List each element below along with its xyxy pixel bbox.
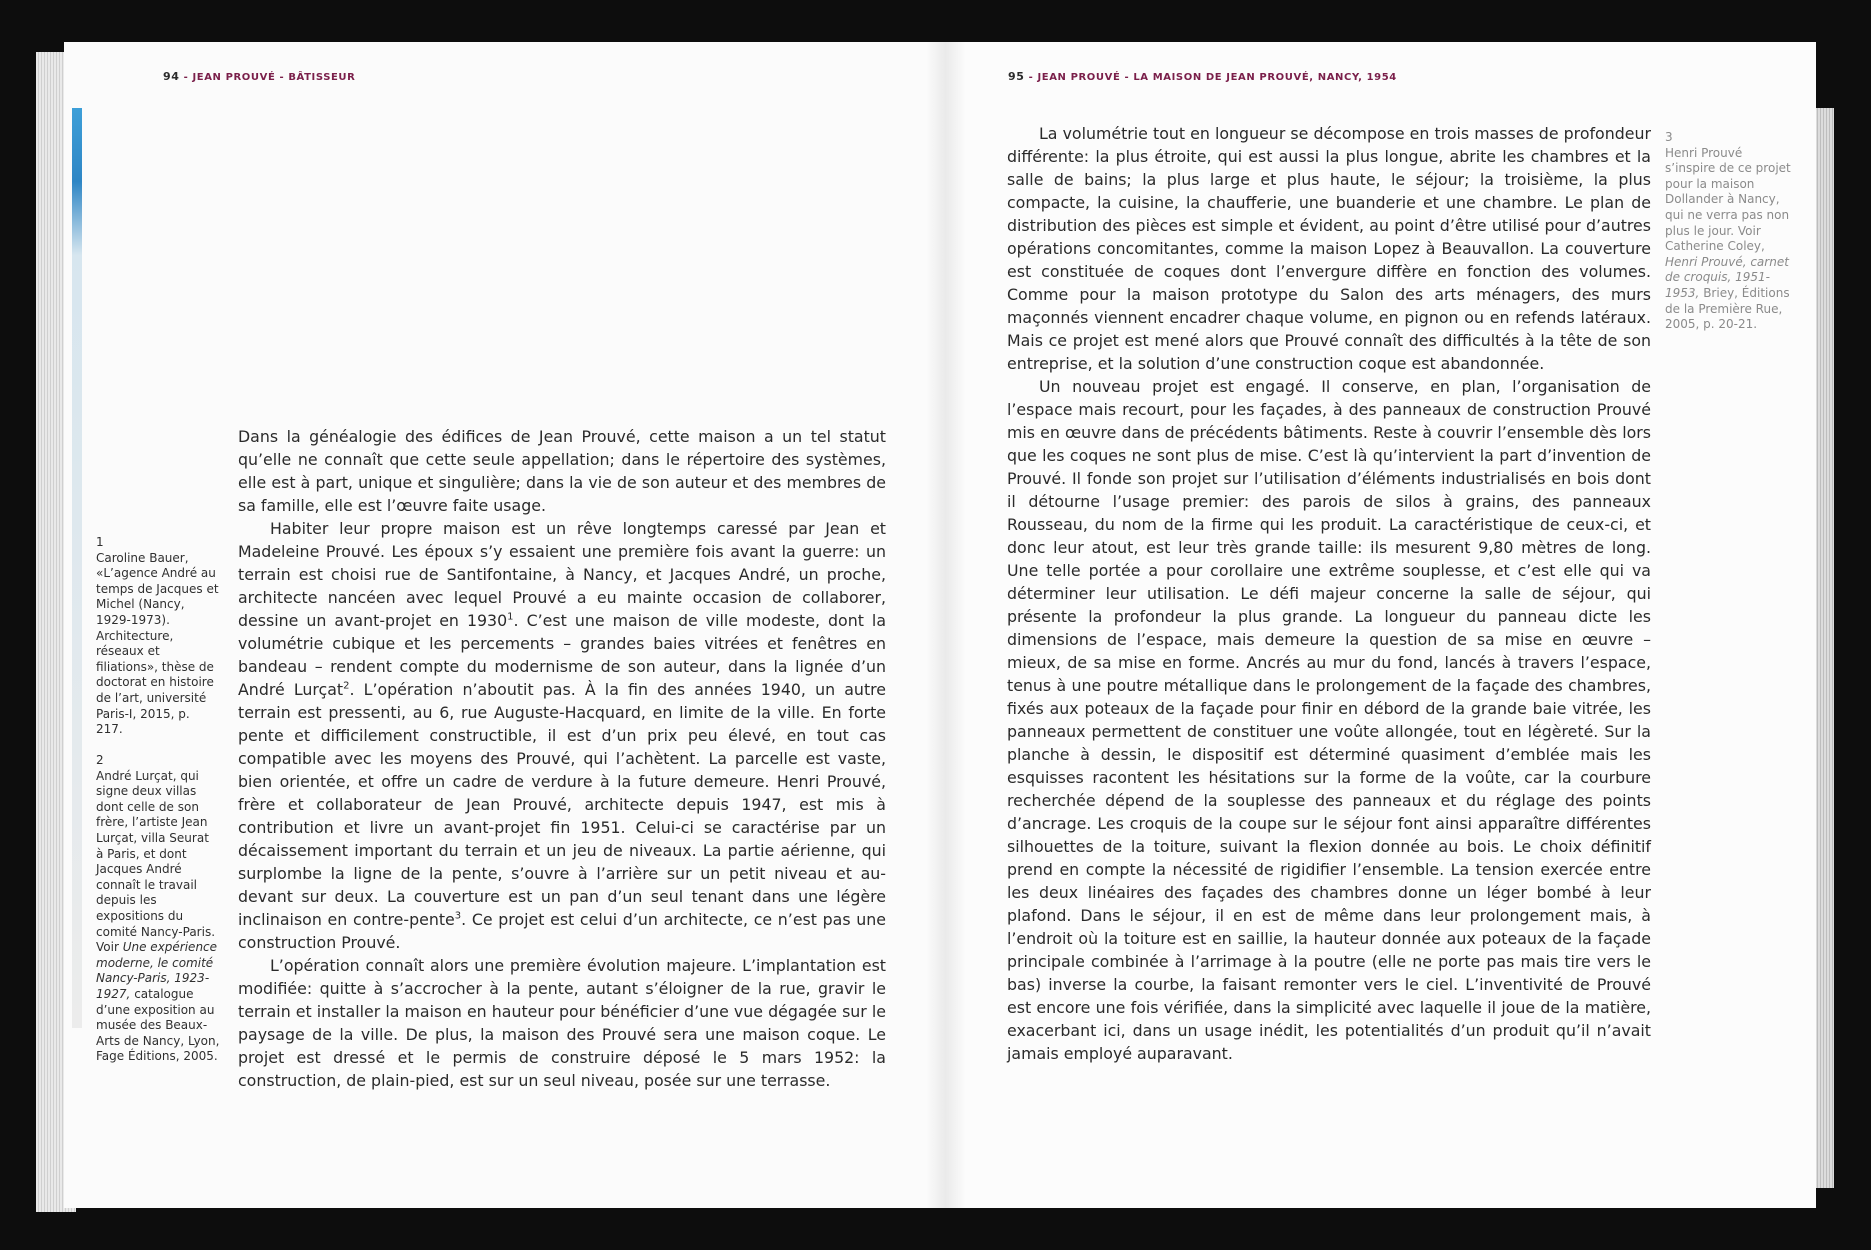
blue-image-bleed: [72, 108, 82, 1028]
note-text: Caroline Bauer, «L’agence André au temps de Jacques et Michel (Nancy, 1929-1973). Architecture, réseaux et filiations», thèse de doctorat en histoire de l’art, université Paris-I, 2015, p. 217.: [96, 550, 219, 737]
note-text: catalogue d’une exposition au musée des Beaux-Arts de Nancy, Lyon, Fage Éditions, 2005.: [96, 986, 220, 1064]
note-number: 2: [96, 753, 104, 767]
footnote-mark: 2: [343, 680, 350, 692]
margin-note-3: [1665, 130, 1795, 333]
paragraph: Un nouveau projet est engagé. Il conserve, en plan, l’organisation de l’espace mais recourt, pour les façades, à des panneaux de construction Prouvé mis en œuvre dans de précédents bâtiments. Reste à couvrir l’ensemble dès lors que les coques ne sont plus de mise. C’est là qu’intervient la part d’invention de Prouvé. Il fonde son projet sur l’utilisation d’éléments industrialisés en bois dont il détourne l’usage premier: des parois de silos à grains, des panneaux Rousseau, du nom de la firme qui les produit. La caractéristique de ceux-ci, et donc leur atout, est leur très grande taille: ils mesurent 9,80 mètres de long. Une telle portée a pour corollaire une extrême souplesse, et c’est elle qui va déterminer leur utilisation. Le défi majeur concerne la salle de séjour, qui présente la profondeur la plus grande. La longueur du panneau dicte les dimensions de l’espace, mais demeure la question de sa mise en œuvre – mieux, de sa mise en forme. Ancrés au mur du fond, lancés à travers l’espace, tenus à une poutre métallique dans le prolongement de la façade des chambres, fixés aux poteaux de la façade pour finir en débord de la grande baie vitrée, les panneaux permettent de constituer une voûte allongée, tout en légèreté. Sur la planche à dessin, le dispositif est déterminé quasiment d’emblée mais les esquisses racontent les hésitations sur la forme de la voûte, car la courbure recherchée dépend de la souplesse des panneaux et du réglage des points d’ancrage. Les croquis de la coupe sur le séjour font ainsi apparaître différentes silhouettes de la toiture, suivant la flexion donnée au bois. Le choix définitif prend en compte la nécessité de rigidifier l’ensemble. La tension exercée entre les deux linéaires des façades des chambres donne un léger bombé à leur plafond. Dans le séjour, il en est de même dans leur prolongement mais, à l’endroit où la toiture est en saillie, la hauteur donnée aux poteaux de la façade principale combinée à l’arrimage à la poutre (elle ne porte pas mais tire vers le bas) inverse la courbe, la faisant remonter vers le ciel. L’inventivité de Prouvé est encore une fois vérifiée, dans la simplicité avec laquelle il joue de la matière, exacerbant ici, dans un usage inédit, les potentialités d’un produit qu’il n’avait jamais employé auparavant.: [1007, 377, 1651, 1063]
note-number: 3: [1665, 130, 1673, 144]
note-number: 1: [96, 535, 104, 549]
note-title: Henri Prouvé, carnet de croquis, 1951-1953,: [1665, 254, 1789, 300]
note-text: Briey, Éditions de la Première Rue, 2005, p. 20-21.: [1665, 285, 1790, 332]
note-text: Henri Prouvé s’inspire de ce projet pour la maison Dollander à Nancy, qui ne verra pas non plus le jour. Voir Catherine Coley,: [1665, 145, 1791, 254]
right-body-text: [1007, 122, 1651, 1065]
running-head-right: [1008, 70, 1397, 83]
paragraph: Habiter leur propre maison est un rêve longtemps caressé par Jean et Madeleine Prouvé. Les époux s’y essaient une première fois avant la guerre: un terrain est choisi rue de Santifontaine, à Nancy, et Jacques André, un proche, architecte nancéen avec lequel Prouvé a eu mainte occasion de collaborer, dessine un avant-projet en 1930$^1$. C’est une maison de ville modeste, dont la volumétrie cubique et les percements – grandes baies vitrées et fenêtres en bandeau – rendent compte du modernisme de son auteur, dans la lignée d’un André Lurçat$^2$. L’opération n’aboutit pas. À la fin des années 1940, un autre terrain est pressenti, au 6, rue Auguste-Hacquard, en limite de la ville. En forte pente et difficilement constructible, il est d’un prix peu élevé, en tout cas compatible avec les moyens des Prouvé, qui l’achètent. La parcelle est vaste, bien orientée, et offre un cadre de verdure à la future demeure. Henri Prouvé, frère et collaborateur de Jean Prouvé, architecte depuis 1947, est mis à contribution et livre un avant-projet fin 1951. Celui-ci se caractérise par un décaissement important du terrain et un jeu de niveaux. La partie aérienne, qui surplombe la ligne de la pente, s’ouvre à l’arrière sur un petit niveau et au-devant sur deux. La couverture est un pan d’un seul tenant dans une légère inclinaison en contre-pente$^3$. Ce projet est celui d’un architecte, ce n’est pas une construction Prouvé.: [238, 519, 887, 952]
footnote-mark: 1: [507, 611, 514, 623]
paragraph: Dans la généalogie des édifices de Jean Prouvé, cette maison a un tel statut qu’elle ne connaît que cette seule appellation; dans le répertoire des systèmes, elle est à part, unique et singulière; dans la vie de son auteur et des membres de sa famille, elle est l’œuvre faite usage.: [238, 427, 886, 515]
book-gutter: [926, 42, 966, 1208]
running-head-left-title: - JEAN PROUVÉ - BÂTISSEUR: [183, 72, 356, 83]
margin-note-1: [96, 535, 220, 738]
note-title: Une expérience moderne, le comité Nancy-Paris, 1923-1927,: [96, 940, 218, 1001]
margin-note-2: [96, 753, 220, 1065]
running-head-right-title: - JEAN PROUVÉ - LA MAISON DE JEAN PROUVÉ, NANCY, 1954: [1028, 72, 1397, 83]
page-number-left: 94: [163, 70, 180, 83]
paragraph: L’opération connaît alors une première évolution majeure. L’implantation est modifiée: quitte à s’accrocher à la pente, autant s’éloigner de la rue, gravir le terrain et installer la maison en hauteur pour bénéficier d’une vue dégagée sur le paysage de la ville. De plus, la maison des Prouvé sera une maison coque. Le projet est dressé et le permis de construire déposé le 5 mars 1952: la construction, de plain-pied, est sur un seul niveau, posée sur une terrasse.: [238, 956, 886, 1090]
running-head-left: [163, 70, 355, 83]
footnote-mark: 3: [454, 910, 462, 922]
paragraph: La volumétrie tout en longueur se décompose en trois masses de profondeur différente: la plus étroite, qui est aussi la plus longue, abrite les chambres et la salle de bains; la plus large et plus haute, le séjour; la troisième, la plus compacte, la cuisine, la chaufferie, une buanderie et une chambre. Le plan de distribution des pièces est simple et évident, au point d’être utilisé pour d’autres opérations concomitantes, comme la maison Lopez à Beauvallon. La couverture est constituée de coques dont l’envergure diffère en fonction des volumes. Comme pour la maison prototype du Salon des arts ménagers, des murs maçonnés viennent encadrer chaque volume, en pignon ou en refends latéraux. Mais ce projet est mené alors que Prouvé connaît des difficultés à la tête de son entreprise, et la solution d’une construction coque est abandonnée.: [1007, 124, 1651, 373]
left-body-text: [238, 425, 886, 1092]
page-number-right: 95: [1008, 70, 1025, 83]
note-text: André Lurçat, qui signe deux villas dont celle de son frère, l’artiste Jean Lurçat, villa Seurat à Paris, et dont Jacques André connaît le travail depuis les expositions du comité Nancy-Paris. Voir: [96, 768, 216, 955]
